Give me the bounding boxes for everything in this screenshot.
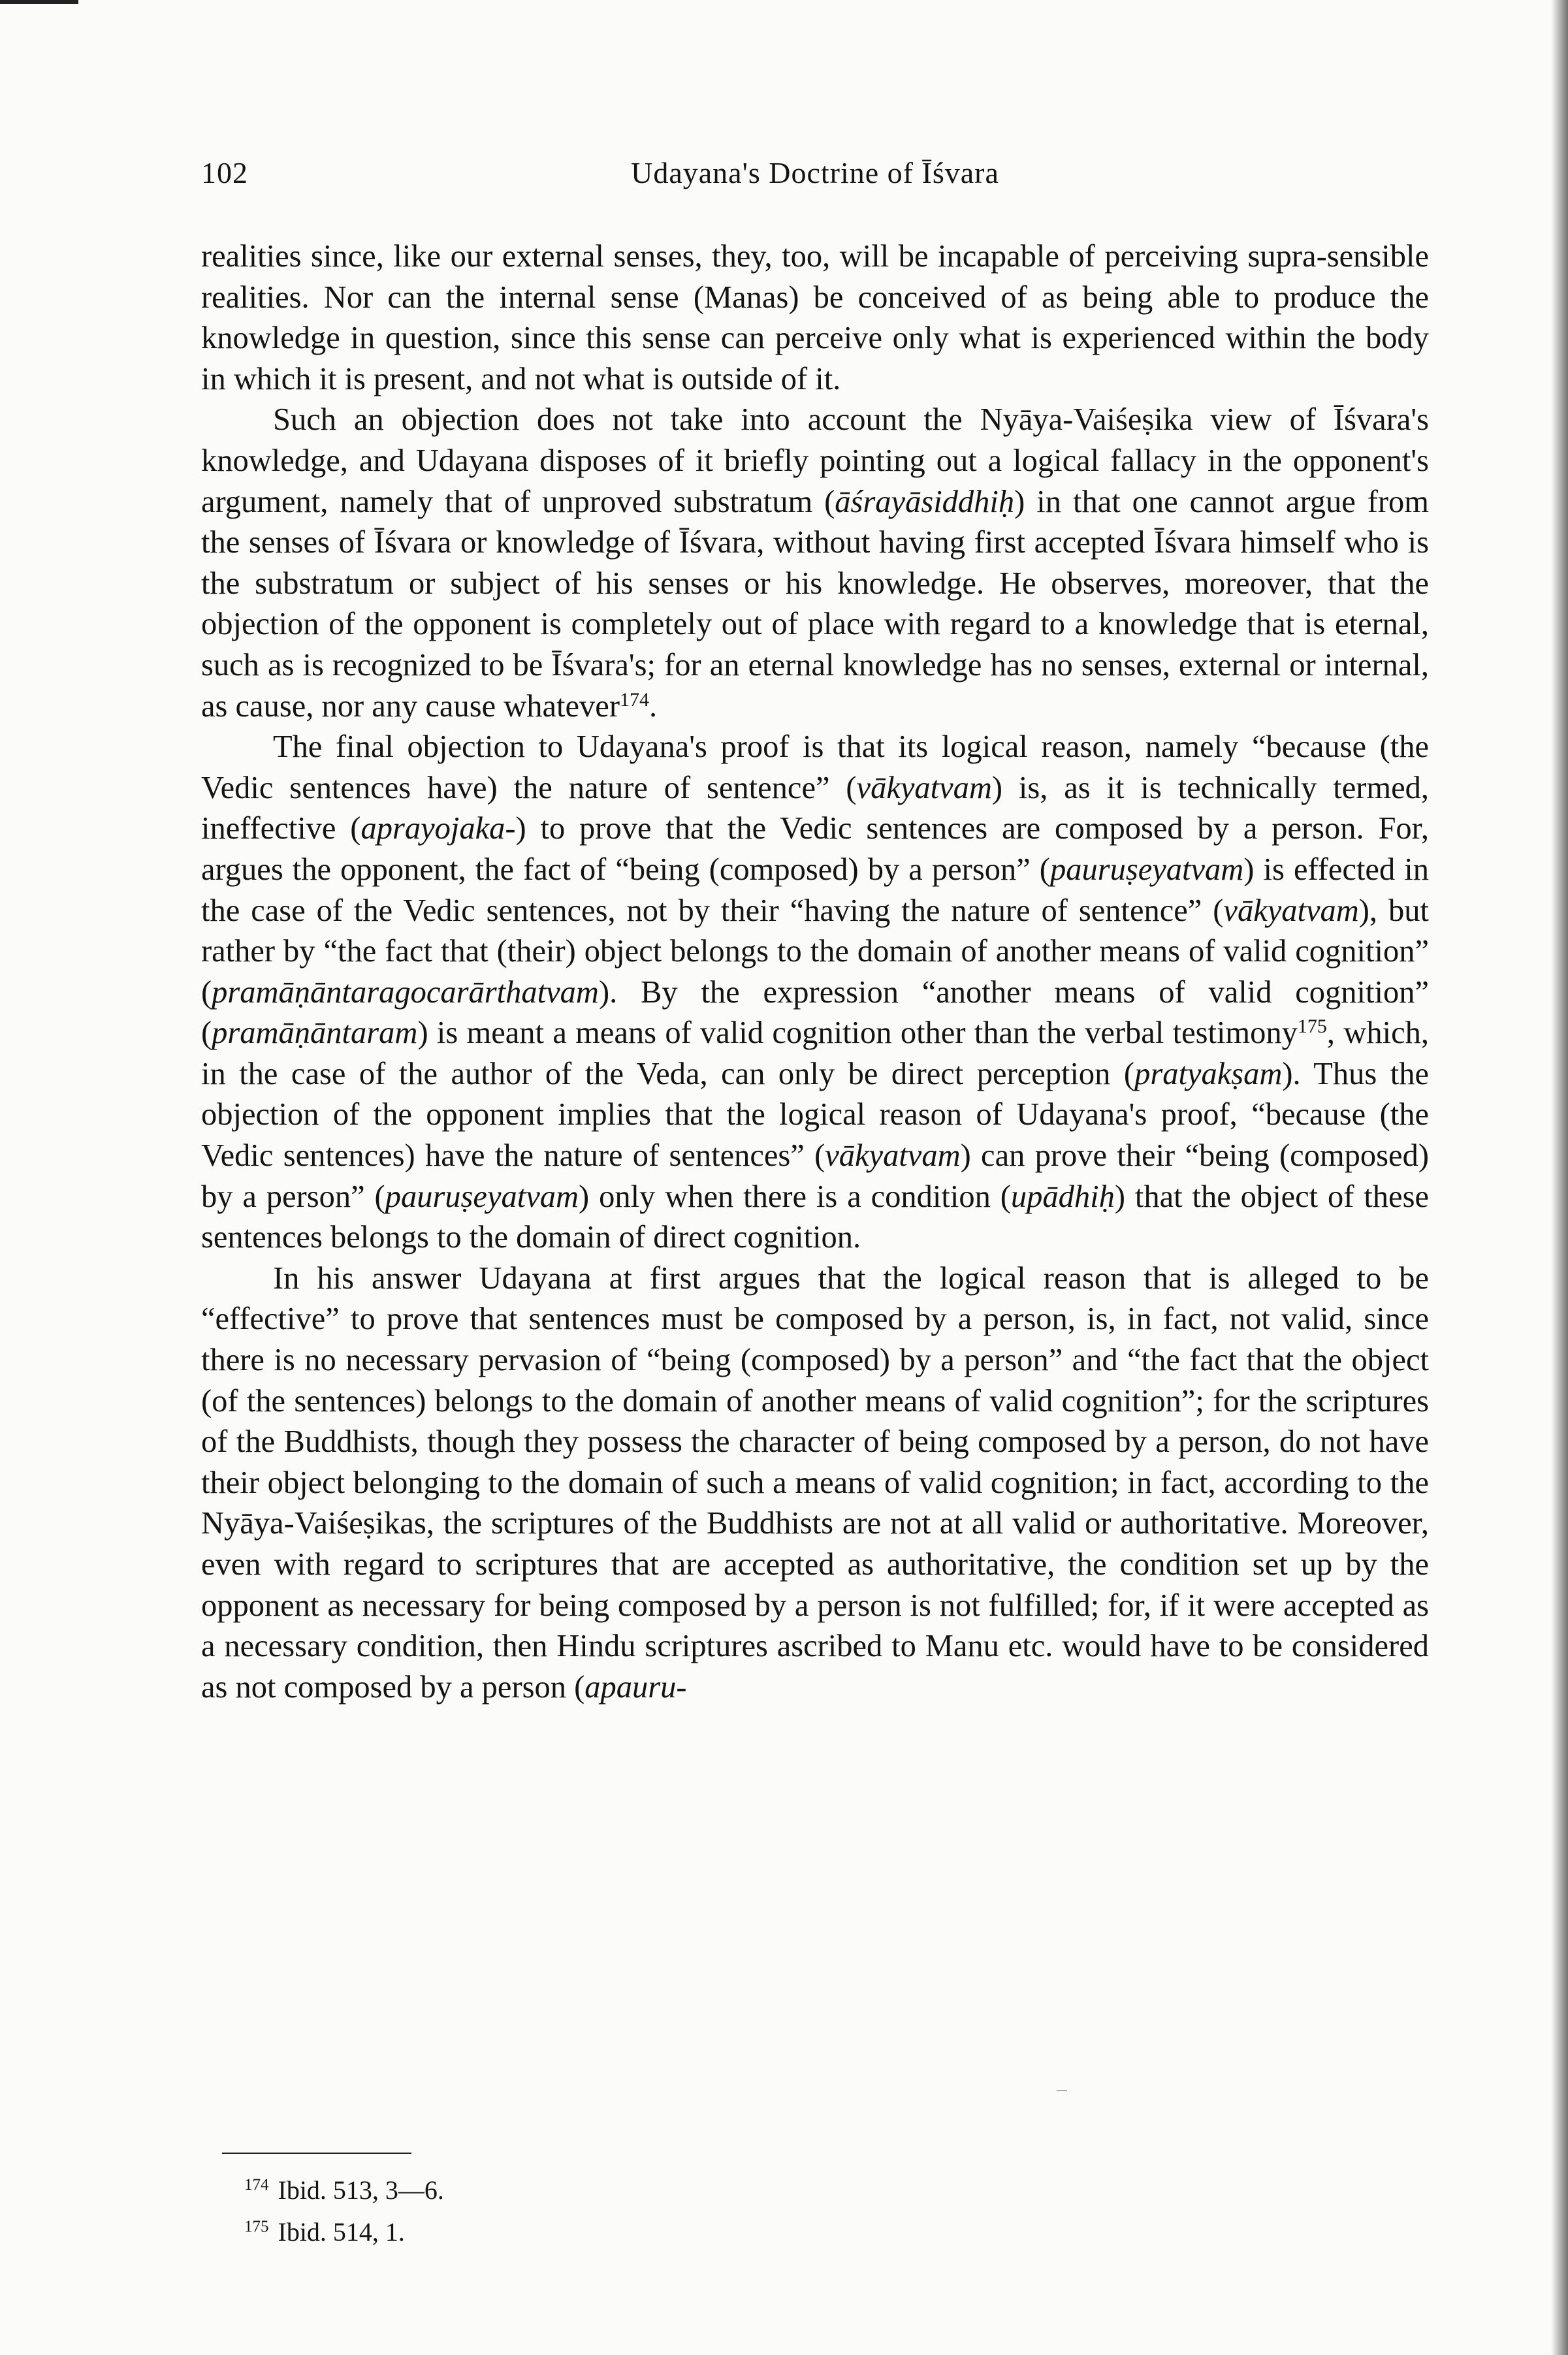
footnote-text: Ibid. 513, 3—6. (278, 2175, 444, 2205)
term-apauru: apauru- (584, 1669, 687, 1705)
footnote-number: 175 (244, 2218, 269, 2235)
footnote-rule (222, 2153, 411, 2154)
footnote-text: Ibid. 514, 1. (278, 2217, 405, 2247)
paragraph-3: The final objection to Udayana's proof is that its logical reason, namely “because (the Vedic sentences have) the nature of sentence” (vākyatvam) is, as it is technically termed, ineffective (aprayojaka-) to prove that the Vedic sentences are composed by a person. For, argues the opponent, the fact of “being (composed) by a person” (pauruṣeyatvam) is effected in the case of the Vedic sentences, not by their “having the nature of sentence” (vākyatvam), but rather by “the fact that (their) object belongs to the domain of another means of valid cognition” (pramāṇāntaragocarārthatvam). By the expression “another means of valid cognition” (pramāṇāntaram) is meant a means of valid cognition other than the verbal testimony$^{175}$, which, in the case of the author of the Veda, can only be direct perception (pratyakṣam). Thus the objection of the opponent implies that the logical reason of Udayana's proof, “because (the Vedic sentences) have the nature of sentences” (vākyatvam) can prove their “being (composed) by a person” (pauruṣeyatvam) only when there is a condition (upādhiḥ) that the object of these sentences belongs to the domain of direct cognition. (201, 729, 1430, 1255)
term-pramanantaram: pramāṇāntaram (212, 1016, 418, 1051)
running-title: Udayana's Doctrine of Īśvara (631, 156, 999, 189)
running-head (201, 155, 1429, 201)
page-number: 102 (201, 156, 248, 189)
term-paurusheyatvam: pauruṣeyatvam (1049, 852, 1244, 887)
term-aprayojaka: aprayojaka- (360, 811, 516, 846)
term-vakyatvam: vākyatvam (825, 1138, 961, 1174)
footnote-ref-175[interactable]: 175 (1297, 1016, 1327, 1038)
scan-edge-mark (0, 0, 78, 4)
footnote-number: 174 (244, 2176, 269, 2194)
paragraph-2: Such an objection does not take into account the Nyāya-Vaiśeṣika view of Īśvara's knowledge, and Udayana disposes of it briefly pointing out a logical fallacy in the opponent's argument, namely that of unproved substratum (āśrayāsiddhiḥ) in that one cannot argue from the senses of Īśvara or knowledge of Īśvara, without having first accepted Īśvara himself who is the substratum or subject of his senses or his knowledge. He observes, moreover, that the objection of the opponent is completely out of place with regard to a knowledge that is eternal, such as is recognized to be Īśvara's; for an eternal knowledge has no senses, external or internal, as cause, nor any cause whatever$^{174}$. (201, 402, 1429, 724)
term-asrayasiddhih: āśrayāsiddhiḥ (835, 484, 1015, 519)
term-vakyatvam: vākyatvam (1223, 893, 1359, 928)
page-edge-shadow (1551, 0, 1568, 2355)
term-paurusheyatvam: pauruṣeyatvam (385, 1179, 579, 1214)
term-vakyatvam: vākyatvam (856, 770, 992, 805)
paragraph-1: realities since, like our external senses, they, too, will be incapable of perceiving supra-sensible realities. Nor can the internal sense (Manas) be conceived of as being able to produce the knowledge in question, since this sense can perceive only what is experienced within the body in which it is present, and not what is outside of it. (201, 239, 1429, 396)
paragraph-4: In his answer Udayana at first argues that the logical reason that is alleged to be “effective” to prove that sentences must be composed by a person, is, in fact, not valid, since there is no necessary pervasion of “being (composed) by a person” and “the fact that the object (of the sentences) belongs to the domain of another means of valid cognition”; for the scriptures of the Buddhists, though they possess the character of being composed by a person, do not have their object belonging to the domain of such a means of valid cognition; in fact, according to the Nyāya-Vaiśeṣikas, the scriptures of the Buddhists are not at all valid or authoritative. Moreover, even with regard to scriptures that are accepted as authoritative, the condition set up by the opponent as necessary for being composed by a person is not fulfilled; for, if it were accepted as a necessary condition, then Hindu scriptures ascribed to Manu etc. would have to be considered as not composed by a person (apauru- (201, 1260, 1429, 1705)
footnote-174 (244, 2167, 832, 2209)
footnotes (244, 2167, 832, 2251)
term-pratyaksam: pratyakṣam (1134, 1056, 1283, 1091)
main-text (201, 236, 1429, 1708)
footnote-175 (244, 2209, 832, 2251)
scan-speck (1057, 2090, 1067, 2091)
term-upadhih: upādhiḥ (1010, 1179, 1115, 1214)
term-pramanantaragocararthatvam: pramāṇāntaragocarārthatvam (212, 974, 599, 1010)
footnote-ref-174[interactable]: 174 (619, 688, 649, 711)
